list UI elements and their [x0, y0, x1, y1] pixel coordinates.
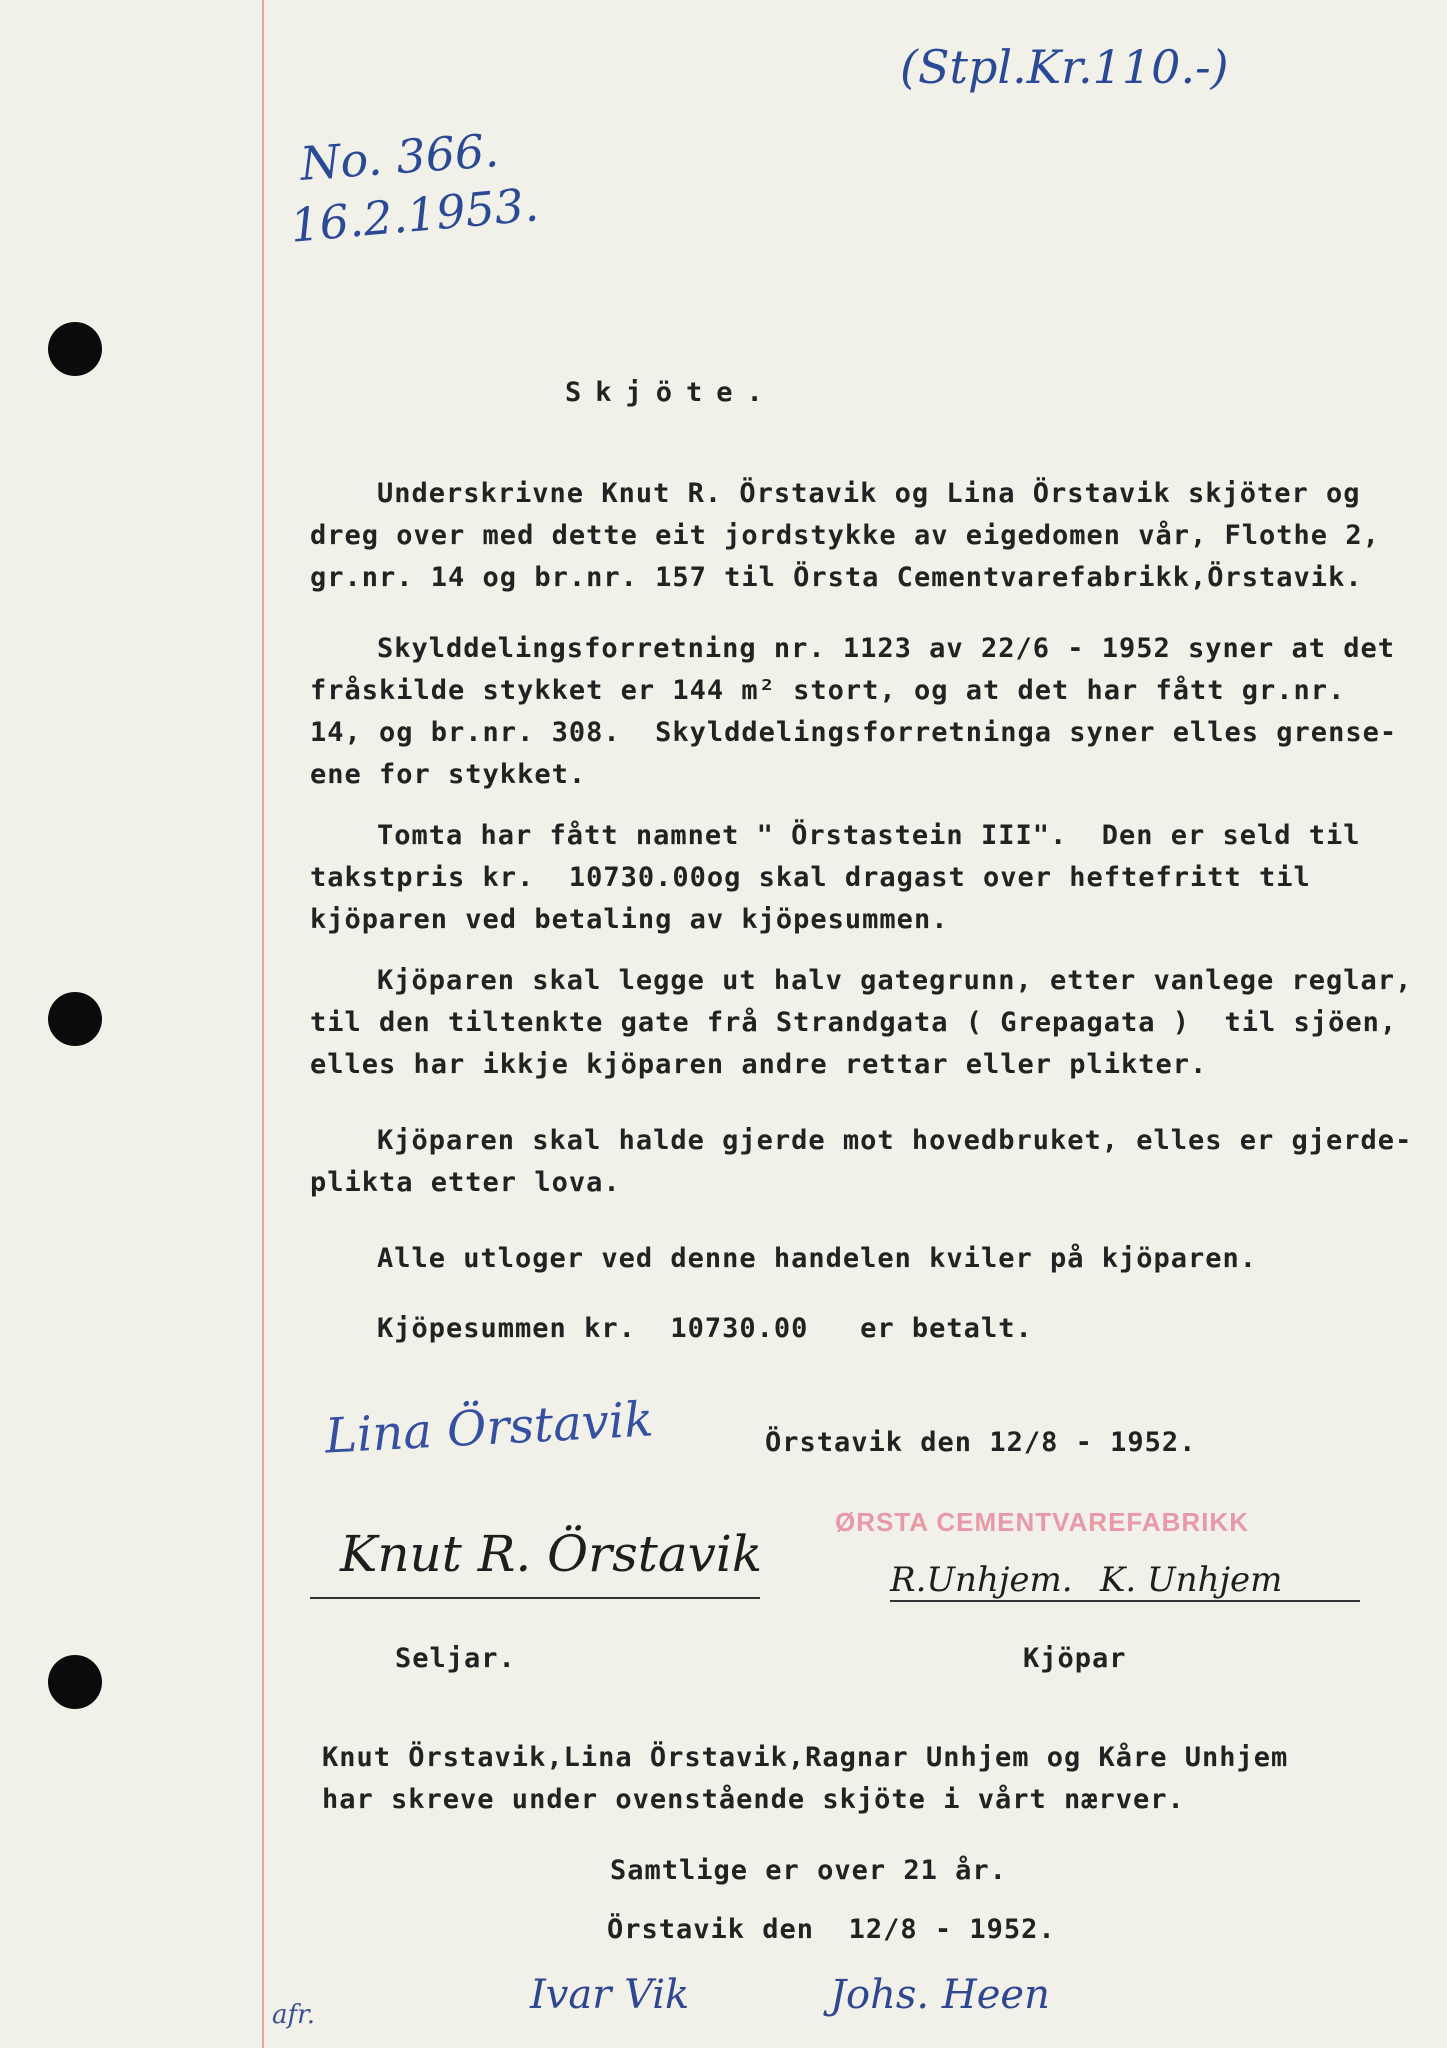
- margin-note: afr.: [272, 2000, 315, 2030]
- witness-age-note: Samtlige er over 21 år.: [610, 1855, 1007, 1886]
- signature-buyer-2: K. Unhjem: [1100, 1560, 1283, 1600]
- text-line: ene for stykket.: [310, 759, 587, 790]
- text-line: Underskrivne Knut R. Örstavik og Lina Örstavik skjöter og: [377, 478, 1361, 509]
- buyer-label: Kjöpar: [1023, 1643, 1127, 1674]
- margin-rule: [262, 0, 264, 2048]
- text-line: gr.nr. 14 og br.nr. 157 til Örsta Cementvarefabrikk,Örstavik.: [310, 562, 1363, 593]
- text-line: Kjöpesummen kr. 10730.00 er betalt.: [377, 1313, 1033, 1344]
- text-line: fråskilde stykket er 144 m² stort, og at det har fått gr.nr.: [310, 675, 1346, 706]
- witness-signature-1: Ivar Vik: [530, 1972, 690, 2018]
- witness-line: har skreve under ovenstående skjöte i vårt nærver.: [322, 1784, 1185, 1815]
- text-line: kjöparen ved betaling av kjöpesummen.: [310, 904, 949, 935]
- company-stamp: ØRSTA CEMENTVAREFABRIKK: [835, 1507, 1249, 1537]
- fee-note: (Stpl.Kr.110.-): [900, 40, 1229, 94]
- signature-knut: Knut R. Örstavik: [340, 1525, 763, 1583]
- text-line: takstpris kr. 10730.00og skal dragast over heftefritt til: [310, 862, 1311, 893]
- document-number: No. 366.: [298, 123, 501, 191]
- text-line: elles har ikkje kjöparen andre rettar eller plikter.: [310, 1049, 1208, 1080]
- text-line: Alle utloger ved denne handelen kviler på kjöparen.: [377, 1243, 1258, 1274]
- signature-lina: Lina Örstavik: [323, 1391, 655, 1465]
- text-line: plikta etter lova.: [310, 1167, 621, 1198]
- text-line: 14, og br.nr. 308. Skylddelingsforretninga syner elles grense-: [310, 717, 1398, 748]
- text-line: Tomta har fått namnet " Örstastein III". Den er seld til: [377, 820, 1361, 851]
- text-line: Skylddelingsforretning nr. 1123 av 22/6 - 1952 syner at det: [377, 633, 1396, 664]
- text-line: Kjöparen skal halde gjerde mot hovedbruket, elles er gjerde-: [377, 1125, 1413, 1156]
- text-line: Kjöparen skal legge ut halv gategrunn, etter vanlege reglar,: [377, 965, 1413, 996]
- document-date: 16.2.1953.: [288, 177, 541, 253]
- signature-buyer-1: R.Unhjem.: [890, 1560, 1073, 1600]
- witness-place-date: Örstavik den 12/8 - 1952.: [607, 1914, 1056, 1945]
- text-line: dreg over med dette eit jordstykke av eigedomen vår, Flothe 2,: [310, 520, 1380, 551]
- document-title: Skjöte.: [565, 377, 777, 408]
- witness-line: Knut Örstavik,Lina Örstavik,Ragnar Unhjem og Kåre Unhjem: [322, 1742, 1289, 1773]
- punch-hole-top: [48, 322, 102, 376]
- seller-signature-line: [310, 1597, 760, 1599]
- punch-hole-middle: [48, 992, 102, 1046]
- buyer-signature-line: [890, 1600, 1360, 1602]
- text-line: til den tiltenkte gate frå Strandgata ( Grepagata ) til sjöen,: [310, 1007, 1398, 1038]
- seller-label: Seljar.: [395, 1643, 516, 1674]
- punch-hole-bottom: [48, 1655, 102, 1709]
- witness-signature-2: Johs. Heen: [830, 1972, 1050, 2018]
- signing-place-date: Örstavik den 12/8 - 1952.: [765, 1427, 1197, 1458]
